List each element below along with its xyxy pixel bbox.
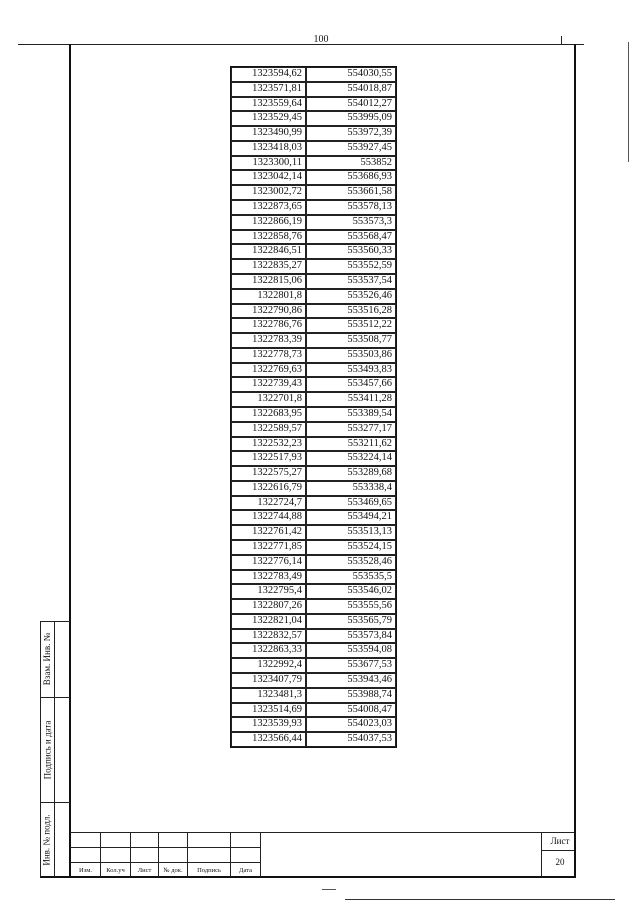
side-label-inv-orig: Инв. № подл. xyxy=(42,813,52,866)
coord-x-cell: 1323481,3 xyxy=(231,688,306,703)
coord-y-cell: 553565,79 xyxy=(306,614,396,629)
coord-x-cell: 1322807,26 xyxy=(231,599,306,614)
table-row xyxy=(231,437,396,452)
coord-y-cell: 553943,46 xyxy=(306,673,396,688)
title-block-list: Лист xyxy=(137,867,152,874)
coord-y-cell: 553389,54 xyxy=(306,407,396,422)
coord-y-cell: 553560,33 xyxy=(306,244,396,259)
coord-x-cell: 1323300,11 xyxy=(231,156,306,171)
table-row xyxy=(231,333,396,348)
table-row xyxy=(231,407,396,422)
coordinates-table-body xyxy=(231,67,396,747)
table-row xyxy=(231,392,396,407)
coord-y-cell: 553516,28 xyxy=(306,304,396,319)
table-row xyxy=(231,540,396,555)
coord-x-cell: 1323042,14 xyxy=(231,170,306,185)
table-row xyxy=(231,289,396,304)
table-row xyxy=(231,111,396,126)
title-block-col-6 xyxy=(260,832,261,877)
coord-x-cell: 1323490,99 xyxy=(231,126,306,141)
coord-x-cell: 1323539,93 xyxy=(231,717,306,732)
coord-x-cell: 1322835,27 xyxy=(231,259,306,274)
coord-x-cell: 1322832,57 xyxy=(231,629,306,644)
coord-y-cell: 553552,59 xyxy=(306,259,396,274)
coord-x-cell: 1323566,44 xyxy=(231,732,306,747)
page-number: 100 xyxy=(313,34,329,45)
table-row xyxy=(231,259,396,274)
table-row xyxy=(231,510,396,525)
frame-bottom xyxy=(40,876,576,878)
table-row xyxy=(231,451,396,466)
coord-x-cell: 1322769,63 xyxy=(231,363,306,378)
coord-x-cell: 1322783,39 xyxy=(231,333,306,348)
table-row xyxy=(231,170,396,185)
table-row xyxy=(231,629,396,644)
coord-x-cell: 1322778,73 xyxy=(231,348,306,363)
title-block-kol-uch: Кол.уч xyxy=(106,867,125,874)
coord-y-cell: 553503,86 xyxy=(306,348,396,363)
table-row xyxy=(231,82,396,97)
table-row xyxy=(231,215,396,230)
coord-x-cell: 1323407,79 xyxy=(231,673,306,688)
sheet-number: 20 xyxy=(555,857,565,867)
scan-edge-mark xyxy=(628,42,629,162)
table-row xyxy=(231,363,396,378)
table-row xyxy=(231,717,396,732)
coord-x-cell: 1322701,8 xyxy=(231,392,306,407)
table-row xyxy=(231,156,396,171)
frame-right xyxy=(574,44,576,877)
table-row xyxy=(231,304,396,319)
table-row xyxy=(231,643,396,658)
table-row xyxy=(231,555,396,570)
title-block-sheet-divider xyxy=(541,850,574,851)
coord-y-cell: 553661,58 xyxy=(306,185,396,200)
table-row xyxy=(231,658,396,673)
table-row xyxy=(231,126,396,141)
coord-y-cell: 553528,46 xyxy=(306,555,396,570)
coord-x-cell: 1322786,76 xyxy=(231,318,306,333)
coord-x-cell: 1322992,4 xyxy=(231,658,306,673)
sheet-label: Лист xyxy=(550,836,570,846)
table-row xyxy=(231,348,396,363)
side-label-inv-replace: Взам. Инв. № xyxy=(42,632,52,686)
coord-x-cell: 1323559,64 xyxy=(231,97,306,112)
scan-bottom-mark-short xyxy=(322,889,336,890)
coord-y-cell: 553526,46 xyxy=(306,289,396,304)
table-row xyxy=(231,703,396,718)
table-row xyxy=(231,141,396,156)
coord-y-cell: 553546,02 xyxy=(306,584,396,599)
coord-y-cell: 553972,39 xyxy=(306,126,396,141)
coord-x-cell: 1322821,04 xyxy=(231,614,306,629)
coord-x-cell: 1322858,76 xyxy=(231,230,306,245)
table-row xyxy=(231,466,396,481)
coord-x-cell: 1322801,8 xyxy=(231,289,306,304)
coord-y-cell: 553578,13 xyxy=(306,200,396,215)
coord-y-cell: 553686,93 xyxy=(306,170,396,185)
coord-y-cell: 553457,66 xyxy=(306,377,396,392)
table-row xyxy=(231,185,396,200)
coord-x-cell: 1322532,23 xyxy=(231,437,306,452)
coord-x-cell: 1322683,95 xyxy=(231,407,306,422)
coord-x-cell: 1322795,4 xyxy=(231,584,306,599)
coord-y-cell: 553555,56 xyxy=(306,599,396,614)
coord-x-cell: 1323418,03 xyxy=(231,141,306,156)
title-block-col-sheet xyxy=(541,832,542,877)
coord-y-cell: 553535,5 xyxy=(306,570,396,585)
title-block-top xyxy=(70,832,574,833)
title-block-doc-no: № док. xyxy=(163,867,183,874)
coord-y-cell: 553512,22 xyxy=(306,318,396,333)
coord-x-cell: 1322517,93 xyxy=(231,451,306,466)
title-block-signature: Подпись xyxy=(197,867,221,874)
coord-x-cell: 1322744,88 xyxy=(231,510,306,525)
coord-y-cell: 553508,77 xyxy=(306,333,396,348)
coord-y-cell: 553927,45 xyxy=(306,141,396,156)
coord-x-cell: 1323002,72 xyxy=(231,185,306,200)
coord-y-cell: 554023,03 xyxy=(306,717,396,732)
coord-y-cell: 554008,47 xyxy=(306,703,396,718)
coord-y-cell: 554018,87 xyxy=(306,82,396,97)
table-row xyxy=(231,496,396,511)
coord-x-cell: 1323571,81 xyxy=(231,82,306,97)
coord-y-cell: 553493,83 xyxy=(306,363,396,378)
scan-bottom-mark xyxy=(345,899,615,900)
coord-y-cell: 553988,74 xyxy=(306,688,396,703)
side-stamp-inner xyxy=(54,621,55,877)
table-row xyxy=(231,67,396,82)
coord-x-cell: 1323529,45 xyxy=(231,111,306,126)
table-row xyxy=(231,688,396,703)
coord-y-cell: 553852 xyxy=(306,156,396,171)
coord-x-cell: 1322724,7 xyxy=(231,496,306,511)
title-block-row-2 xyxy=(70,862,260,863)
coord-x-cell: 1323594,62 xyxy=(231,67,306,82)
coord-y-cell: 553277,17 xyxy=(306,422,396,437)
coord-x-cell: 1322739,43 xyxy=(231,377,306,392)
coord-x-cell: 1322790,86 xyxy=(231,304,306,319)
table-row xyxy=(231,274,396,289)
table-row xyxy=(231,244,396,259)
table-row xyxy=(231,570,396,585)
coord-x-cell: 1322771,85 xyxy=(231,540,306,555)
coordinates-table xyxy=(230,66,397,748)
coord-y-cell: 553568,47 xyxy=(306,230,396,245)
coord-y-cell: 554030,55 xyxy=(306,67,396,82)
coord-x-cell: 1322616,79 xyxy=(231,481,306,496)
table-row xyxy=(231,230,396,245)
coord-y-cell: 553524,15 xyxy=(306,540,396,555)
table-row xyxy=(231,599,396,614)
coord-x-cell: 1322873,65 xyxy=(231,200,306,215)
coord-y-cell: 553289,68 xyxy=(306,466,396,481)
coord-y-cell: 553494,21 xyxy=(306,510,396,525)
coord-x-cell: 1322815,06 xyxy=(231,274,306,289)
coord-y-cell: 553594,08 xyxy=(306,643,396,658)
coord-x-cell: 1322846,51 xyxy=(231,244,306,259)
coord-y-cell: 553995,09 xyxy=(306,111,396,126)
table-row xyxy=(231,318,396,333)
coord-y-cell: 553573,3 xyxy=(306,215,396,230)
table-row xyxy=(231,422,396,437)
coord-y-cell: 553411,28 xyxy=(306,392,396,407)
table-row xyxy=(231,584,396,599)
table-row xyxy=(231,200,396,215)
coord-x-cell: 1322589,57 xyxy=(231,422,306,437)
table-row xyxy=(231,97,396,112)
side-label-signature-date: Подпись и дата xyxy=(42,720,52,779)
title-block-date: Дата xyxy=(239,867,252,874)
coord-y-cell: 553513,13 xyxy=(306,525,396,540)
coord-x-cell: 1322776,14 xyxy=(231,555,306,570)
title-block-izm: Изм. xyxy=(79,867,92,874)
coord-x-cell: 1322863,33 xyxy=(231,643,306,658)
coord-x-cell: 1322575,27 xyxy=(231,466,306,481)
frame-left xyxy=(69,44,71,877)
coord-y-cell: 553469,65 xyxy=(306,496,396,511)
coord-y-cell: 553537,54 xyxy=(306,274,396,289)
table-row xyxy=(231,614,396,629)
coord-x-cell: 1322761,42 xyxy=(231,525,306,540)
coord-y-cell: 554037,53 xyxy=(306,732,396,747)
coord-x-cell: 1322866,19 xyxy=(231,215,306,230)
table-row xyxy=(231,673,396,688)
table-row xyxy=(231,732,396,747)
coord-y-cell: 553224,14 xyxy=(306,451,396,466)
table-row xyxy=(231,377,396,392)
coord-y-cell: 553211,62 xyxy=(306,437,396,452)
coord-y-cell: 553338,4 xyxy=(306,481,396,496)
title-block-row-1 xyxy=(70,847,260,848)
table-row xyxy=(231,481,396,496)
coord-x-cell: 1322783,49 xyxy=(231,570,306,585)
top-right-tick xyxy=(561,36,562,45)
coord-y-cell: 553573,84 xyxy=(306,629,396,644)
coord-y-cell: 553677,53 xyxy=(306,658,396,673)
coord-y-cell: 554012,27 xyxy=(306,97,396,112)
table-row xyxy=(231,525,396,540)
coord-x-cell: 1323514,69 xyxy=(231,703,306,718)
